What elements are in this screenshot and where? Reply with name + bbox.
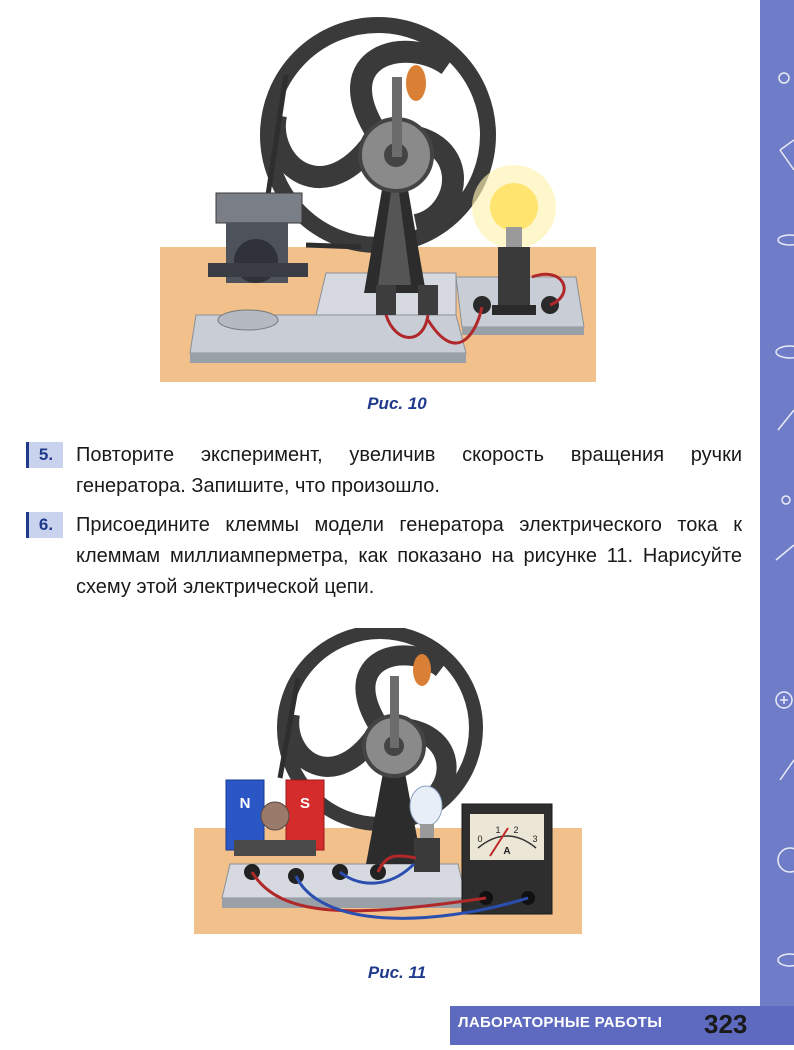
page-number: 323 — [704, 1009, 748, 1039]
task-text: Присоедините клеммы модели генератора электрического тока к клеммам миллиамперметра, как показано на рисунке 11. Нарисуйте схему этой электрической цепи. — [76, 514, 742, 598]
meter-scale-1: 1 — [495, 825, 501, 835]
meter-scale-2: 2 — [513, 825, 519, 835]
task-number-badge: 6. — [26, 512, 63, 538]
magnet-north-label: N — [239, 795, 251, 812]
section-title: ЛАБОРАТОРНЫЕ РАБОТЫ — [458, 1014, 663, 1031]
figure-10-illustration — [156, 15, 598, 385]
figure-10-caption: Рис. 10 — [367, 394, 427, 413]
task-number-badge: 5. — [26, 442, 63, 468]
meter-scale-3: 3 — [532, 834, 538, 844]
task-text: Повторите эксперимент, увеличив скорость вращения ручки генератора. Запишите, что произошло. — [76, 444, 742, 497]
atom-pattern-icon — [760, 0, 794, 1045]
figure-11-illustration — [190, 628, 582, 948]
meter-scale-0: 0 — [477, 834, 483, 844]
meter-unit-label: A — [503, 846, 511, 857]
magnet-south-label: S — [299, 795, 311, 812]
decorative-sidebar — [760, 0, 794, 1045]
figure-11-caption: Рис. 11 — [367, 963, 427, 982]
